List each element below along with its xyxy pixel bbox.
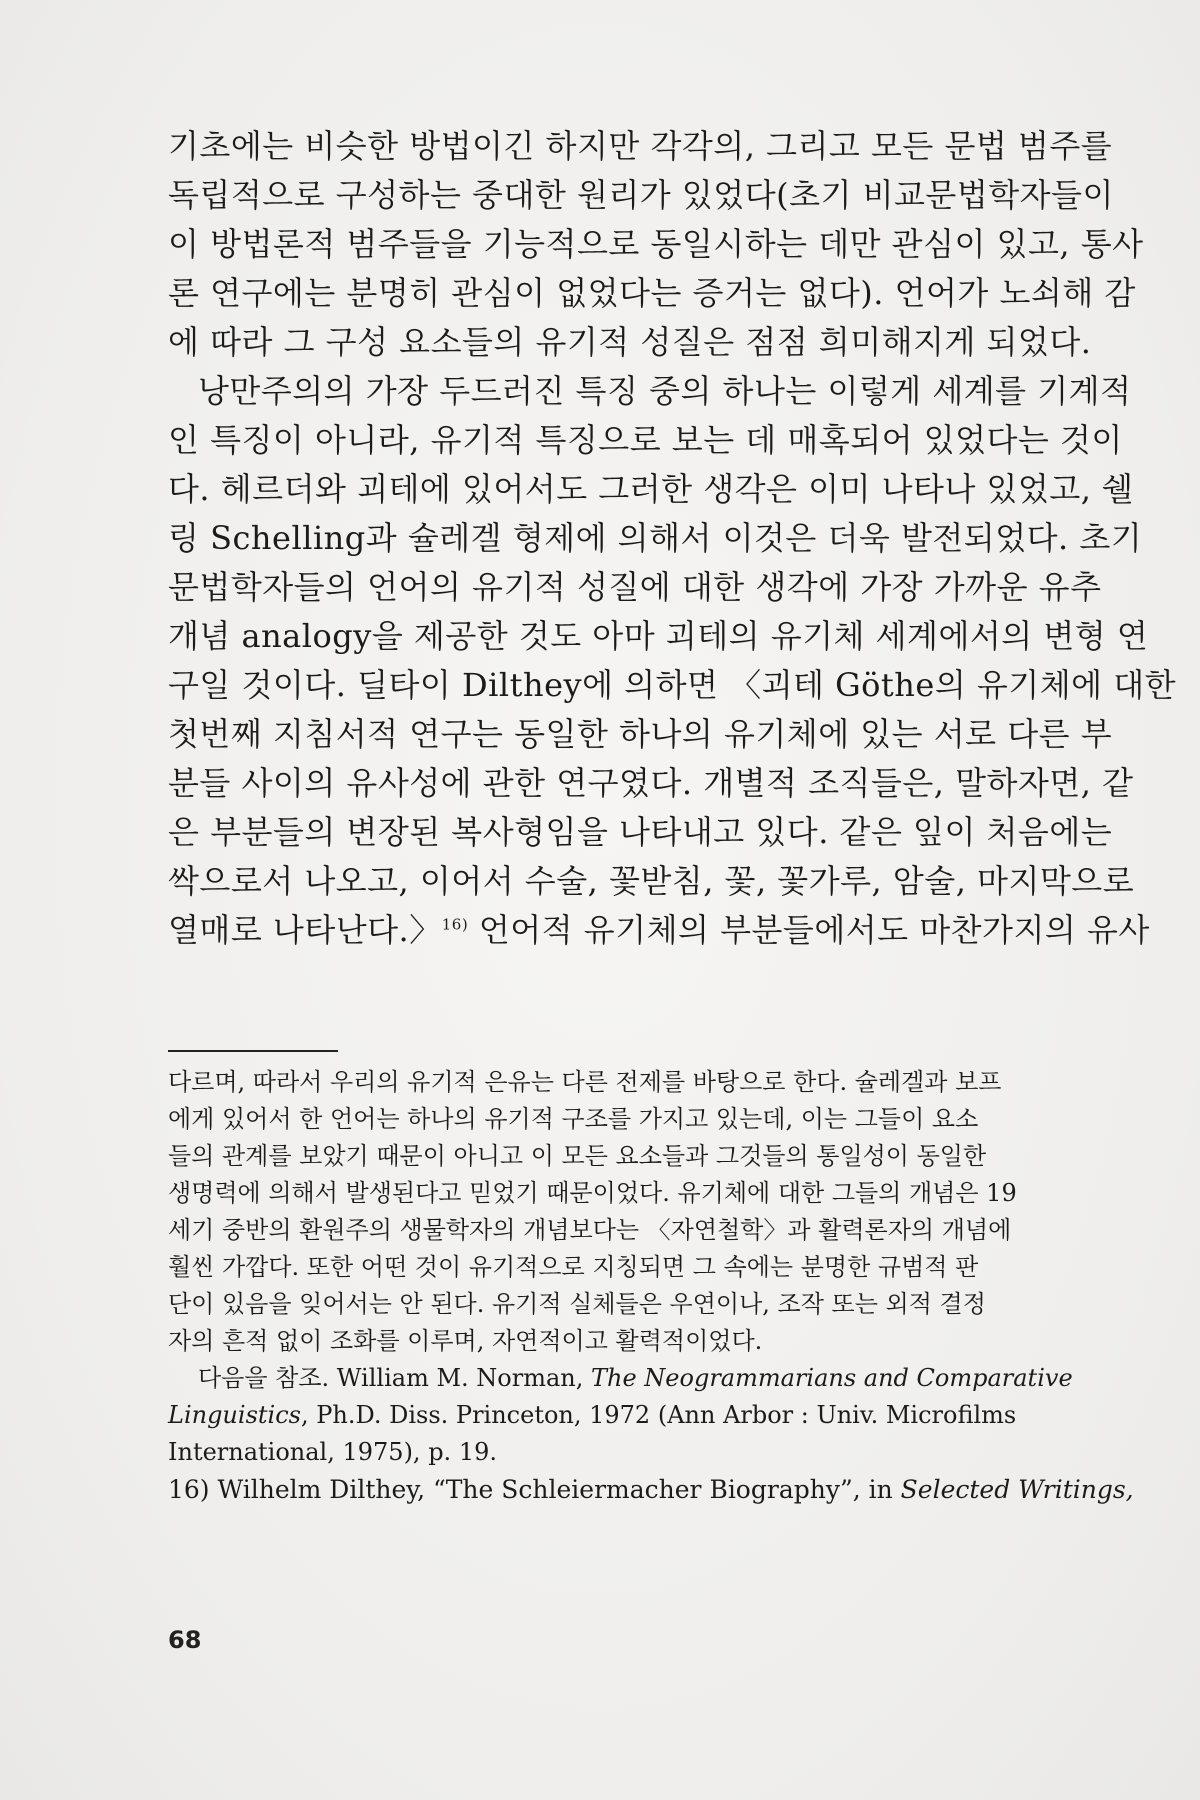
footnote-line: 단이 있음을 잊어서는 안 된다. 유기적 실체들은 우연이나, 조작 또는 외적 결정 (168, 1290, 986, 1318)
reference-prefix: 다음을 참조. William M. Norman, (198, 1364, 591, 1392)
footnote-line: 훨씬 가깝다. 또한 어떤 것이 유기적으로 지칭되면 그 속에는 분명한 규범적 판 (168, 1253, 979, 1281)
footnotes (168, 1064, 1134, 1508)
footnote-line: 다르며, 따라서 우리의 유기적 은유는 다른 전제를 바탕으로 한다. 슐레겔과 보프 (168, 1068, 1002, 1096)
main-text-line: 개념 analogy을 제공한 것도 아마 괴테의 유기체 세계에서의 변형 연 (168, 617, 1149, 655)
reference-details: , Ph.D. Diss. Princeton, 1972 (Ann Arbor : Univ. Microfilms (300, 1401, 1017, 1429)
main-text-last-line (168, 906, 1150, 955)
main-text-line: 에 따라 그 구성 요소들의 유기적 성질은 점점 희미해지게 되었다. (168, 323, 1092, 361)
reference-title: Linguistics (168, 1401, 301, 1429)
main-text-line: 기초에는 비슷한 방법이긴 하지만 각각의, 그리고 모든 문법 범주를 (168, 127, 1113, 165)
page-number: 68 (168, 1626, 202, 1654)
reference-note-line (168, 1360, 1073, 1397)
footnote-reference: 16) (441, 915, 469, 934)
main-text (168, 122, 1177, 955)
main-text-line: 인 특징이 아니라, 유기적 특징으로 보는 데 매혹되어 있었다는 것이 (168, 421, 1123, 459)
main-text-fragment: 열매로 나타난다.〉 (168, 911, 442, 949)
footnote-16-title: Selected Writings, (900, 1475, 1134, 1504)
main-text-line: 론 연구에는 분명히 관심이 없었다는 증거는 없다). 언어가 노쇠해 감 (168, 274, 1136, 312)
main-text-line: 싹으로서 나오고, 이어서 수술, 꽃받침, 꽃, 꽃가루, 암술, 마지막으로 (168, 862, 1135, 900)
main-text-line: 은 부분들의 변장된 복사형임을 나타내고 있다. 같은 잎이 처음에는 (168, 813, 1113, 851)
main-text-line: 문법학자들의 언어의 유기적 성질에 대한 생각에 가장 가까운 유추 (168, 568, 1102, 606)
main-text-line: 링 Schelling과 슐레겔 형제에 의해서 이것은 더욱 발전되었다. 초기 (168, 519, 1143, 557)
reference-title: The Neogrammarians and Comparative (591, 1364, 1073, 1392)
footnote-line: 에게 있어서 한 언어는 하나의 유기적 구조를 가지고 있는데, 이는 그들이 요소 (168, 1105, 979, 1133)
footnote-16-text: 16) Wilhelm Dilthey, “The Schleiermacher Biography”, in (168, 1475, 901, 1504)
footnote-line: 세기 중반의 환원주의 생물학자의 개념보다는 〈자연철학〉과 활력론자의 개념에 (168, 1216, 1012, 1244)
main-text-line: 첫번째 지침서적 연구는 동일한 하나의 유기체에 있는 서로 다른 부 (168, 715, 1113, 753)
footnote-16 (168, 1471, 1134, 1508)
footnote-line: 들의 관계를 보았기 때문이 아니고 이 모든 요소들과 그것들의 통일성이 동일한 (168, 1142, 987, 1170)
reference-note-line: International, 1975), p. 19. (168, 1438, 497, 1466)
footnote-line: 자의 흔적 없이 조화를 이루며, 자연적이고 활력적이었다. (168, 1327, 763, 1355)
main-text-line: 독립적으로 구성하는 중대한 원리가 있었다(초기 비교문법학자들이 (168, 176, 1114, 214)
main-text-line: 이 방법론적 범주들을 기능적으로 동일시하는 데만 관심이 있고, 통사 (168, 225, 1144, 263)
main-text-line: 구일 것이다. 딜타이 Dilthey에 의하면 〈괴테 Göthe의 유기체에 대한 (168, 666, 1177, 704)
reference-note-line (168, 1397, 1068, 1434)
footnote-divider (168, 1050, 338, 1052)
main-text-fragment: 언어적 유기체의 부분들에서도 마찬가지의 유사 (468, 911, 1150, 949)
main-text-line: 다. 헤르더와 괴테에 있어서도 그러한 생각은 이미 나타나 있었고, 쉘 (168, 470, 1134, 508)
footnote-line: 생명력에 의해서 발생된다고 믿었기 때문이었다. 유기체에 대한 그들의 개념은 19 (168, 1179, 1017, 1207)
main-text-line: 낭만주의의 가장 두드러진 특징 중의 하나는 이렇게 세계를 기계적 (198, 372, 1132, 410)
main-text-line: 분들 사이의 유사성에 관한 연구였다. 개별적 조직들은, 말하자면, 같 (168, 764, 1134, 802)
